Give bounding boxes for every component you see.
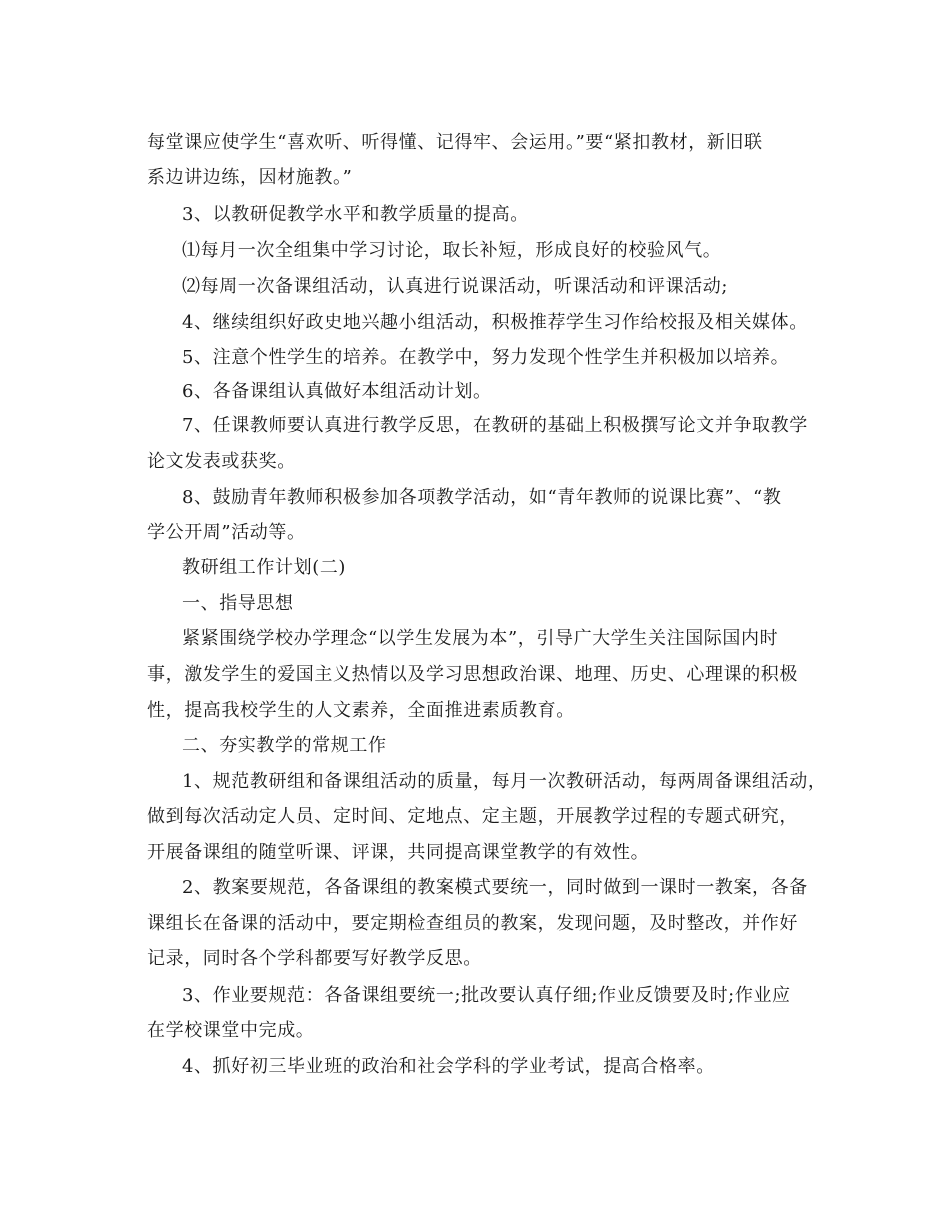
- text-line: 4、继续组织好政史地兴趣小组活动，积极推荐学生习作给校报及相关媒体。: [182, 312, 808, 333]
- text-line: ⑴每月一次全组集中学习讨论，取长补短，形成良好的校验风气。: [182, 240, 722, 261]
- text-line: 论文发表或获奖。: [147, 451, 296, 472]
- text-line: 5、注意个性学生的培养。在教学中，努力发现个性学生并积极加以培养。: [182, 347, 790, 368]
- text-line: 事，激发学生的爱国主义热情以及学习思想政治课、地理、历史、心理课的积极: [147, 664, 798, 685]
- text-line: ⑵每周一次备课组活动，认真进行说课活动，听课活动和评课活动;: [182, 276, 729, 297]
- section-heading: 一、指导思想: [182, 593, 294, 614]
- text-line: 每堂课应使学生“喜欢听、听得懂、记得牢、会运用。”要“紧扣教材，新旧联: [147, 132, 763, 153]
- text-line: 系边讲边练，因材施教。”: [147, 167, 353, 188]
- text-line: 2、教案要规范，各备课组的教案模式要统一，同时做到一课时一教案，各备: [182, 877, 808, 898]
- section-title: 教研组工作计划(二): [182, 557, 347, 578]
- text-line: 1、规范教研组和备课组活动的质量，每月一次教研活动，每两周备课组活动，: [182, 771, 827, 792]
- text-line: 6、各备课组认真做好本组活动计划。: [182, 381, 492, 402]
- text-line: 性，提高我校学生的人文素养，全面推进素质教育。: [147, 700, 575, 721]
- section-heading: 二、夯实教学的常规工作: [182, 735, 387, 756]
- text-line: 记录，同时各个学科都要写好教学反思。: [147, 948, 482, 969]
- text-line: 开展备课组的随堂听课、评课，共同提高课堂教学的有效性。: [147, 842, 650, 863]
- text-line: 7、任课教师要认真进行教学反思，在教研的基础上积极撰写论文并争取教学: [182, 415, 808, 436]
- text-line: 课组长在备课的活动中，要定期检查组员的教案，发现问题，及时整改，并作好: [147, 913, 798, 934]
- text-line: 3、作业要规范：各备课组要统一;批改要认真仔细;作业反馈要及时;作业应: [182, 985, 791, 1006]
- text-line: 8、鼓励青年教师积极参加各项教学活动，如“青年教师的说课比赛”、“教: [182, 487, 782, 508]
- text-line: 在学校课堂中完成。: [147, 1020, 315, 1041]
- text-line: 3、以教研促教学水平和教学质量的提高。: [182, 204, 529, 225]
- text-line: 学公开周”活动等。: [147, 522, 306, 543]
- text-line: 4、抓好初三毕业班的政治和社会学科的学业考试，提高合格率。: [182, 1056, 715, 1077]
- text-line: 紧紧围绕学校办学理念“以学生发展为本”，引导广大学生关注国际国内时: [182, 628, 779, 649]
- text-line: 做到每次活动定人员、定时间、定地点、定主题，开展教学过程的专题式研究，: [147, 806, 798, 827]
